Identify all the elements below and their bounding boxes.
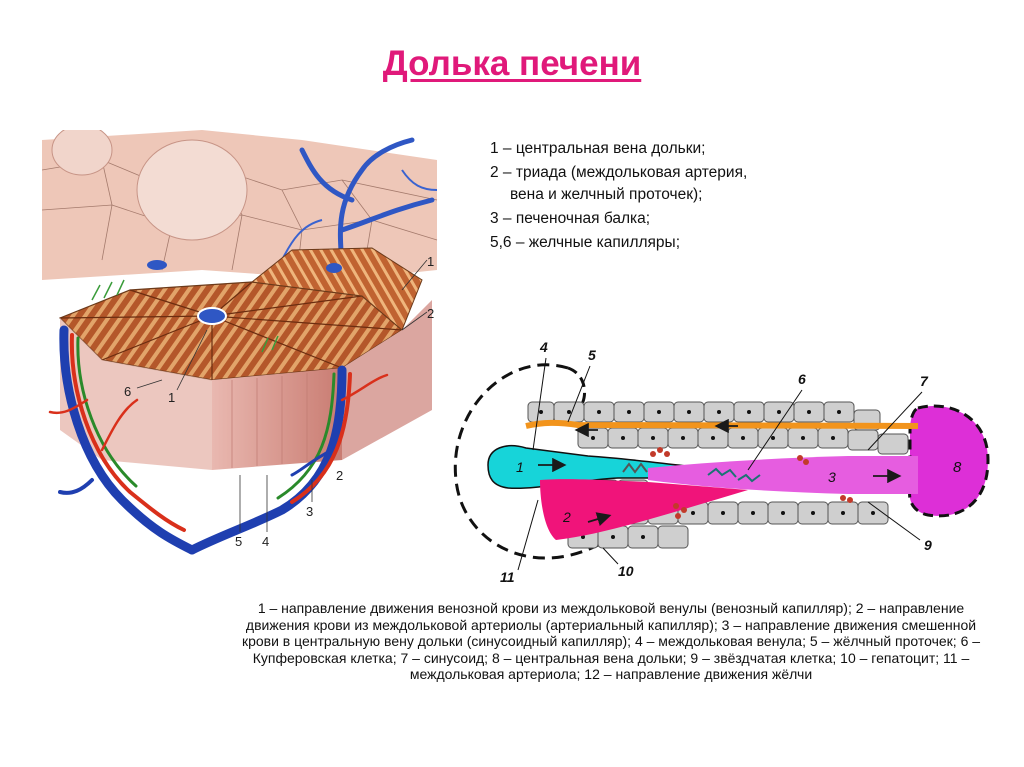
- legend-item-3: 3 – печеночная балка;: [490, 210, 651, 227]
- diagram-label-3: 3: [828, 469, 836, 485]
- diagram-label-10: 10: [618, 563, 634, 579]
- diagram-label-7: 7: [920, 373, 928, 389]
- lobule-label-3: 3: [306, 504, 314, 519]
- lobule-label-2: 2: [336, 468, 344, 483]
- slide-title: Долька печени: [382, 44, 642, 83]
- liver-lobule-svg: [42, 130, 442, 556]
- diagram-label-2: 2: [563, 509, 571, 525]
- legend-item-2: 2 – триада (междольковая артерия,: [490, 164, 748, 181]
- legend-item-1: 1 – центральная вена дольки;: [490, 140, 706, 157]
- figure-caption: 1 – направление движения венозной крови из междольковой венулы (венозный капилляр); 2 – направление движения крови из междольковой артериолы (артериальный капилляр); 3 – направление движения смешенной крови в центральную вену дольки (синусоидный капилляр); 4 – междольковая венула; 5 – жёлчный проточек; 6 – Купферовская клетка; 7 – синусоид; 8 – центральная вена дольки; 9 – звёздчатая клетка; 10 – гепатоцит; 11 – междольковая артериола; 12 – направление движения жёлчи: [241, 600, 981, 683]
- legend: [490, 138, 910, 256]
- lobule-label-5: 5: [235, 534, 243, 549]
- diagram-label-8: 8: [953, 459, 962, 476]
- lobule-label-2-top: 2: [427, 306, 435, 321]
- sinusoid-diagram: [448, 330, 998, 588]
- lobule-label-4: 4: [262, 534, 270, 549]
- liver-lobule-illustration: [42, 130, 442, 556]
- lobule-label-1: 1: [168, 390, 176, 405]
- lobule-label-6: 6: [124, 384, 132, 399]
- sinusoid-svg: [448, 330, 998, 588]
- diagram-label-9: 9: [924, 537, 932, 553]
- diagram-label-1: 1: [516, 459, 524, 475]
- lobule-label-1-top: 1: [427, 254, 435, 269]
- legend-item-2-continued: вена и желчный проточек);: [510, 186, 703, 203]
- diagram-label-5: 5: [588, 347, 596, 363]
- diagram-label-6: 6: [798, 371, 806, 387]
- diagram-label-11: 11: [500, 569, 515, 585]
- diagram-label-4: 4: [540, 339, 548, 355]
- legend-item-5-6: 5,6 – желчные капилляры;: [490, 234, 681, 251]
